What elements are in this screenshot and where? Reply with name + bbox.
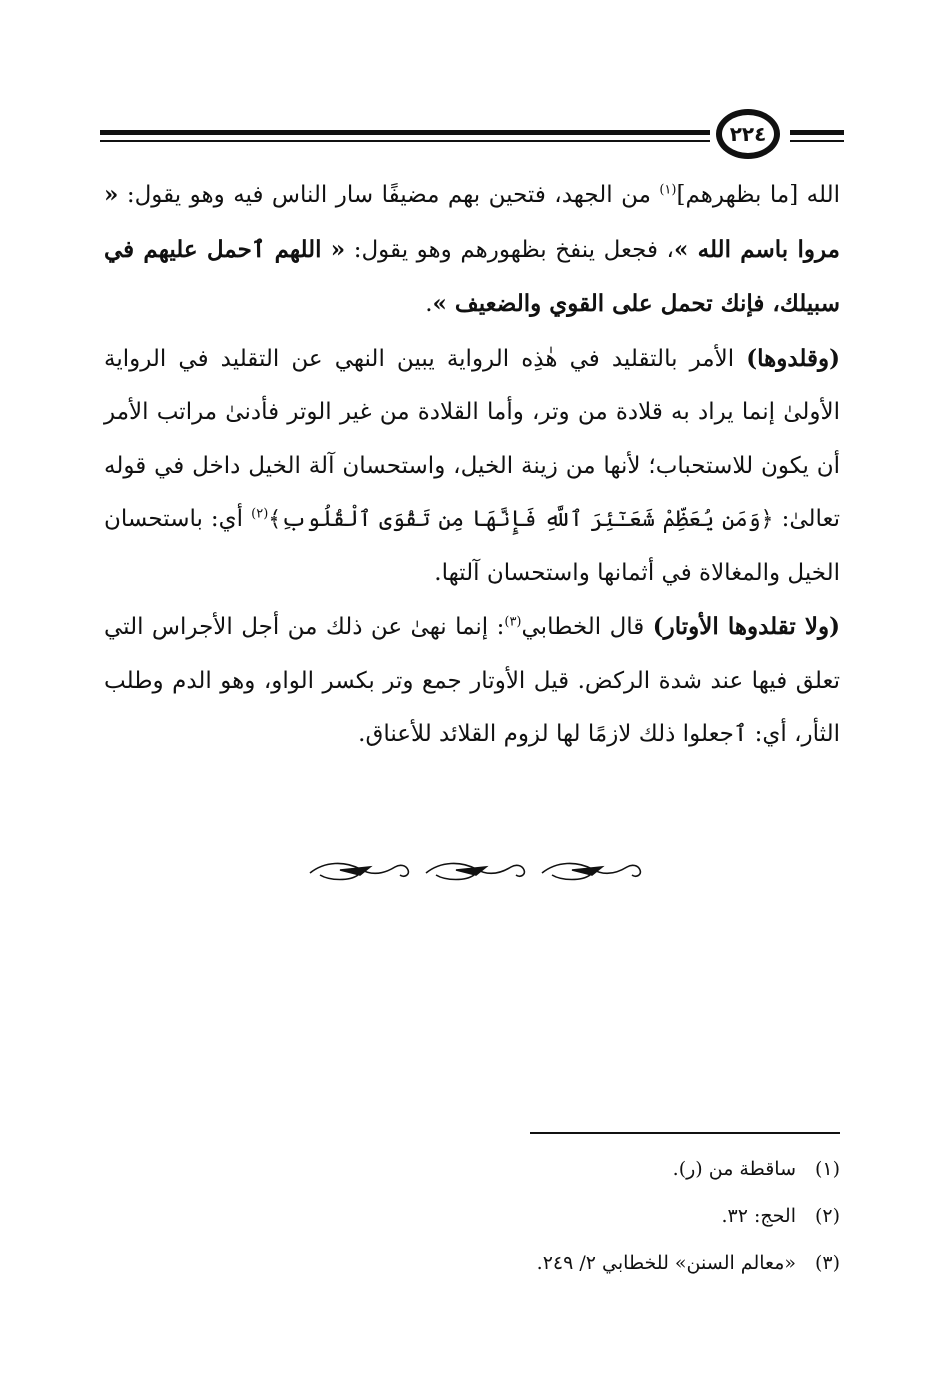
text-run: قال الخطابي — [521, 614, 653, 640]
footnote-separator — [530, 1132, 840, 1134]
header-rule-thick — [100, 130, 710, 135]
page-number-text: ٢٢٤ — [729, 122, 767, 146]
bold-text-run: « مروا باسم الله » — [104, 181, 840, 263]
text-run: . — [425, 291, 433, 317]
text-run: من الجهد، فتحين بهم مضيفًا سار الناس فيه وهو يقول: — [118, 182, 660, 208]
footnote-2 — [104, 1193, 840, 1240]
quran-verse: ﴿وَمَن يُعَظِّمْ شَعَـٰٓئِرَ ٱللَّهِ فَإِنَّهَا مِن تَقْوَى ٱلْقُلُوبِ﴾ — [268, 507, 774, 532]
footnote-ref: (١) — [659, 182, 677, 198]
bold-text-run: (ولا تقلدوها الأوتار) — [652, 613, 841, 640]
bold-text-run: « اللهم ٱحمل عليهم في سبيلك، فإنك تحمل على القوي والضعيف » — [104, 235, 840, 317]
text-run: أي: باستحسان الخيل والمغالاة في أثمانها واستحسان آلتها. — [104, 506, 840, 586]
floral-divider-icon — [300, 855, 644, 885]
header-rule-right-thin — [790, 140, 844, 142]
footnote-number: (٢) — [814, 1205, 840, 1227]
bold-text-run: (وقلدوها) — [746, 344, 840, 372]
page-number — [716, 109, 780, 159]
footnote-ref: (٢) — [251, 506, 269, 522]
footnotes — [104, 1146, 840, 1287]
footnote-text: ساقطة من (ر). — [672, 1158, 796, 1180]
page-header — [100, 108, 844, 158]
footnote-1 — [104, 1146, 840, 1193]
paragraph-2 — [104, 332, 840, 601]
text-run: ، فجعل ينفخ بظهورهم وهو يقول: — [345, 236, 674, 263]
header-rule-right-thick — [790, 130, 844, 135]
footnote-text: الحج: ٣٢. — [721, 1205, 796, 1227]
paragraph-3 — [104, 600, 840, 762]
header-rule-thin — [100, 140, 710, 142]
paragraph-1 — [104, 168, 840, 332]
text-run: الأمر بالتقليد في هٰذِه الرواية يبين النهي عن التقليد في الرواية الأولىٰ إنما يراد به قلادة من وتر، وأما القلادة من غير الوتر فأدنىٰ مراتب الأمر أن يكون للاستحباب؛ لأنها من زينة الخيل، واستحسان آلة الخيل داخل في قوله تعالىٰ: — [104, 345, 841, 532]
footnote-ref: (٣) — [504, 614, 522, 630]
text-run: : إنما نهىٰ عن ذلك من أجل الأجراس التي تعلق فيها عند شدة الركض. قيل الأوتار جمع وتر بكسر الواو، وهو الدم وطلب الثأر، أي: ٱجعلوا ذلك لازمًا لها لزوم القلائد للأعناق. — [104, 614, 840, 747]
text-run: الله [ما بظهرهم] — [676, 182, 840, 208]
footnote-3 — [104, 1240, 840, 1287]
footnote-number: (٣) — [814, 1252, 840, 1274]
main-text — [104, 168, 840, 762]
footnote-number: (١) — [814, 1158, 840, 1180]
footnote-text: «معالم السنن» للخطابي ٢/ ٢٤٩. — [536, 1252, 796, 1274]
